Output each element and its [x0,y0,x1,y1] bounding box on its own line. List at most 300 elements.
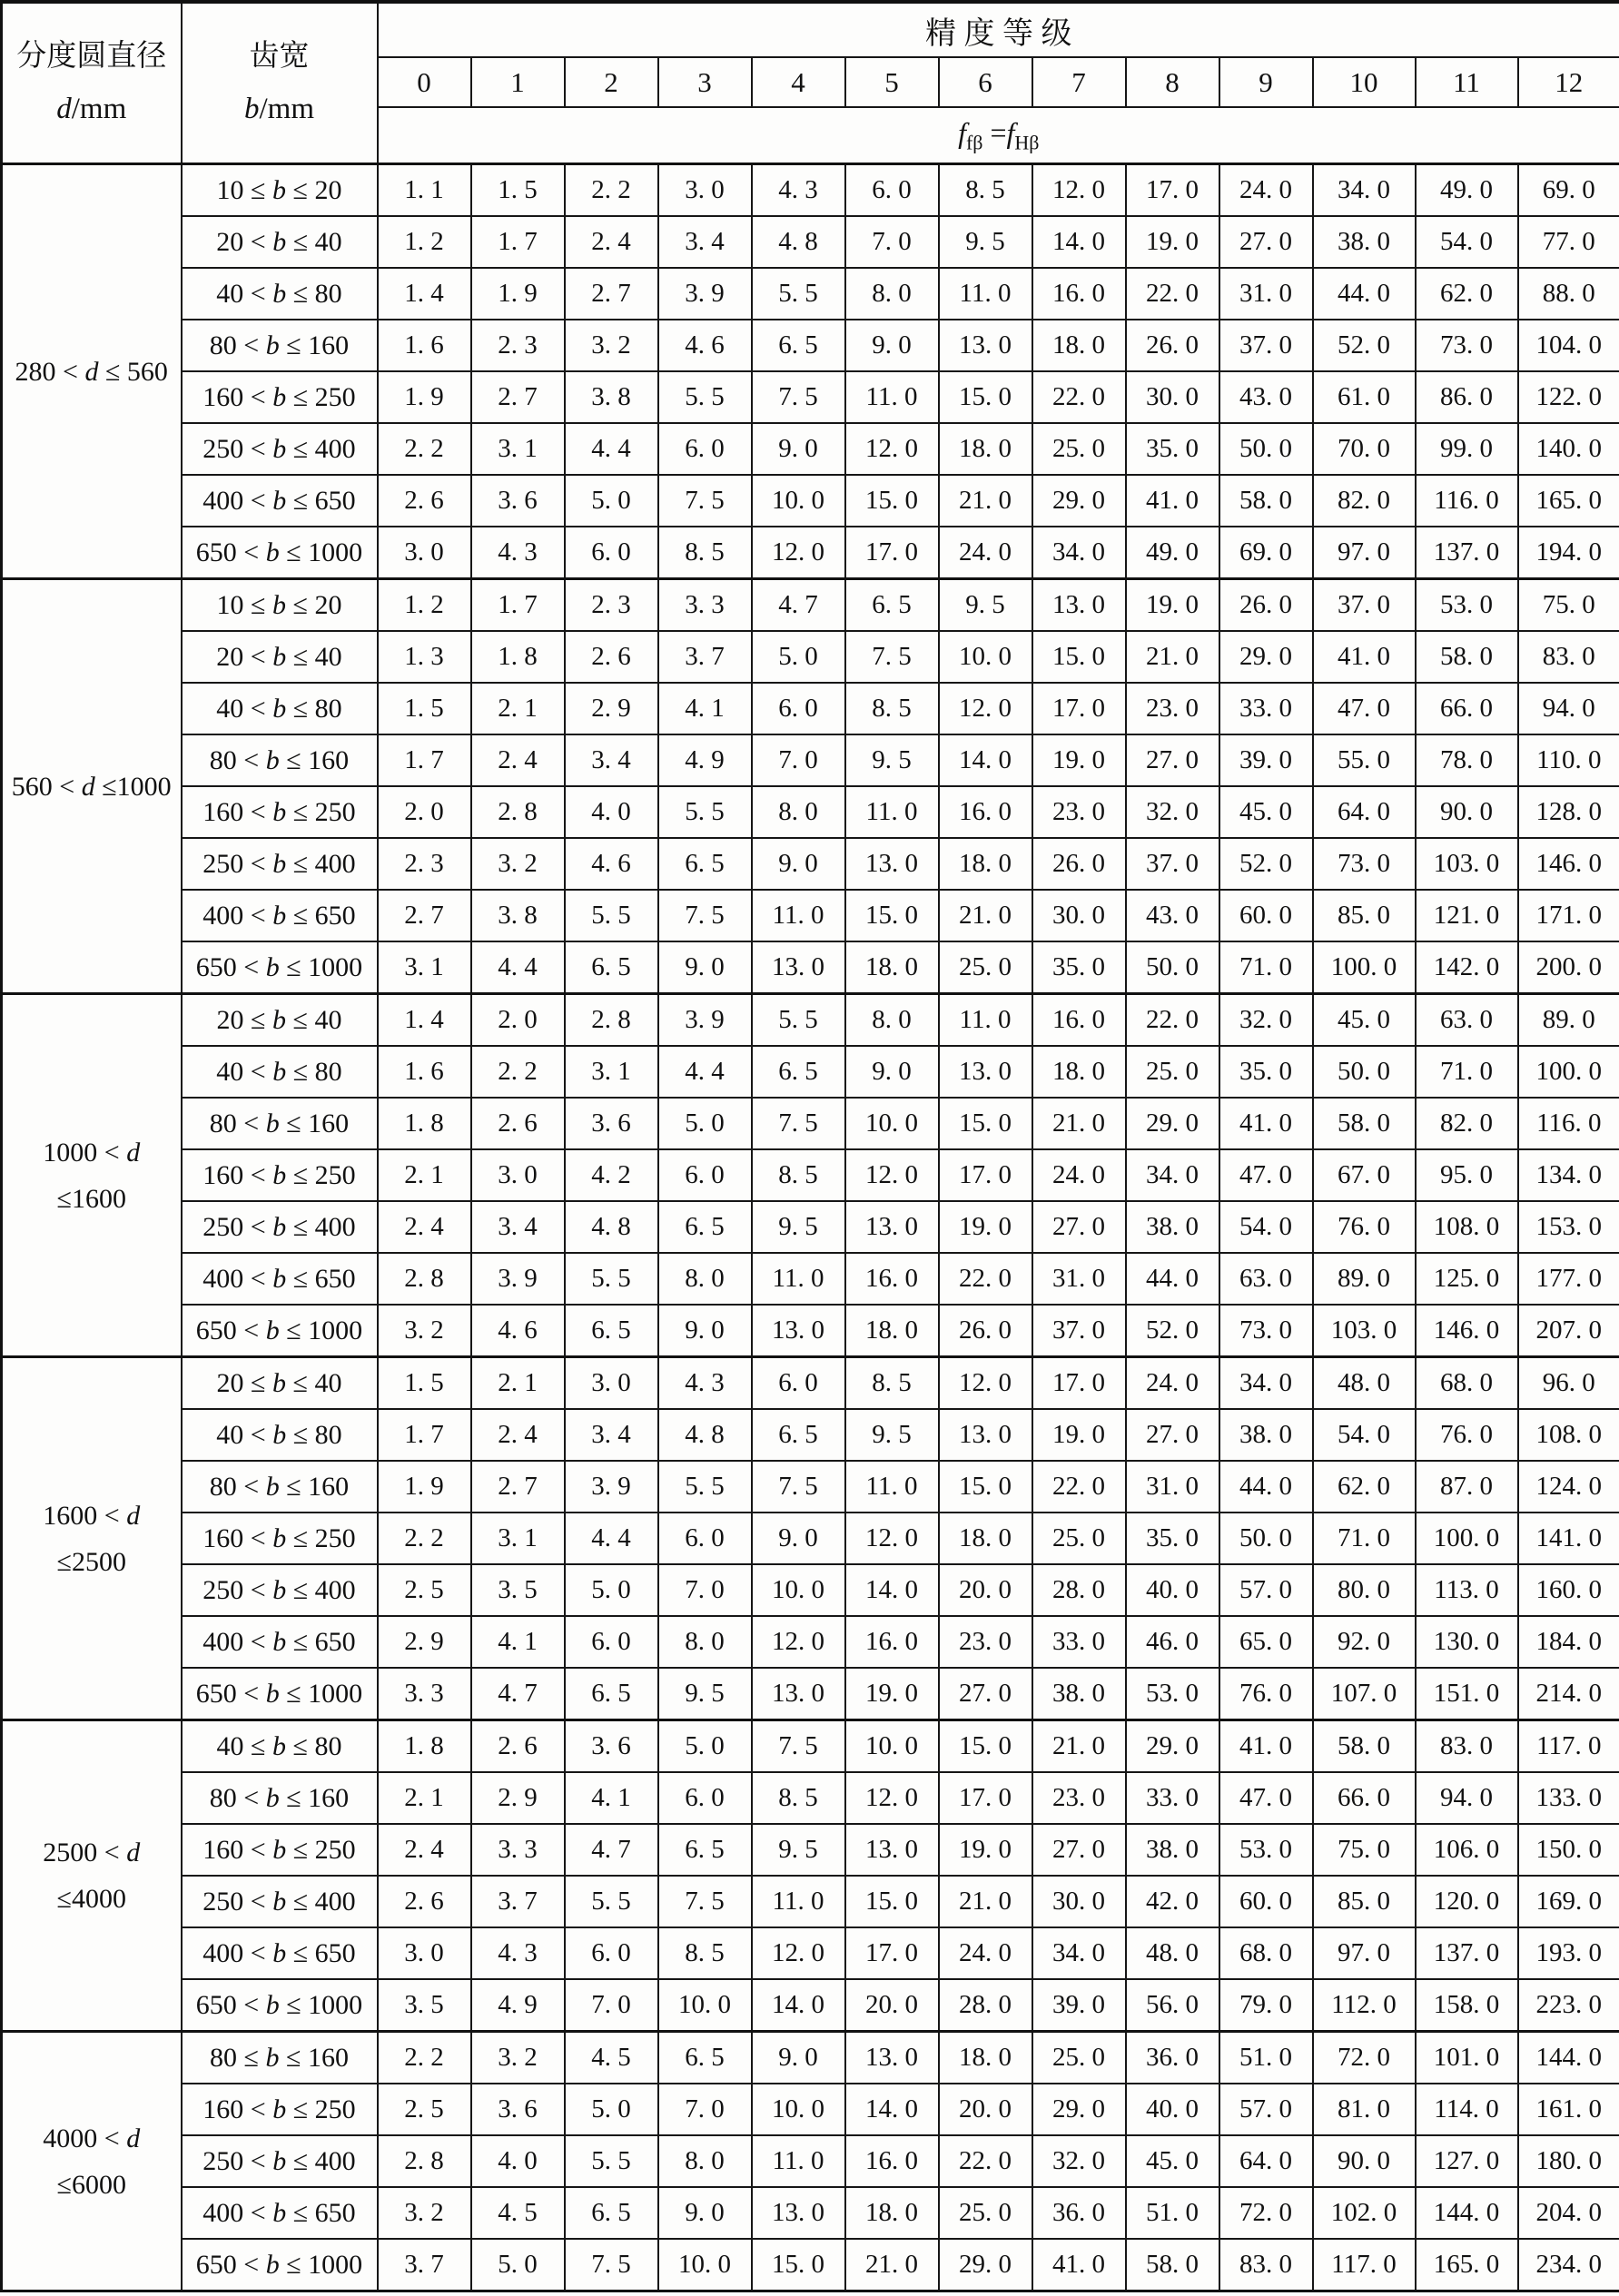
value-cell: 4. 6 [658,320,752,371]
value-cell: 137. 0 [1416,1927,1518,1979]
value-cell: 6. 5 [565,941,658,994]
table-row [2,164,1619,217]
value-cell: 80. 0 [1313,1564,1416,1616]
value-cell: 4. 4 [471,941,565,994]
value-cell: 75. 0 [1313,1824,1416,1876]
value-cell: 68. 0 [1416,1357,1518,1410]
value-cell: 2. 6 [471,1098,565,1149]
value-cell: 11. 0 [939,994,1032,1047]
value-cell: 83. 0 [1416,1720,1518,1773]
value-cell: 77. 0 [1518,216,1619,268]
value-cell: 2. 2 [471,1046,565,1098]
b-range-cell: 20 ≤ b ≤ 40 [182,1357,378,1410]
value-cell: 4. 0 [565,786,658,838]
table-row [2,994,1619,1047]
value-cell: 25. 0 [939,2187,1032,2239]
table-row [2,1461,1619,1513]
value-cell: 64. 0 [1219,2135,1313,2187]
value-cell: 13. 0 [939,320,1032,371]
value-cell: 6. 5 [658,1201,752,1253]
b-range-cell: 160 < b ≤ 250 [182,1149,378,1201]
b-range-cell: 40 ≤ b ≤ 80 [182,1720,378,1773]
value-cell: 5. 5 [565,1876,658,1927]
value-cell: 60. 0 [1219,890,1313,941]
value-cell: 120. 0 [1416,1876,1518,1927]
value-cell: 142. 0 [1416,941,1518,994]
value-cell: 2. 6 [378,1876,471,1927]
value-cell: 60. 0 [1219,1876,1313,1927]
d-range-cell: 560 < d ≤1000 [2,579,182,994]
value-cell: 71. 0 [1416,1046,1518,1098]
value-cell: 12. 0 [752,1616,845,1668]
value-cell: 2. 3 [471,320,565,371]
value-cell: 3. 0 [378,527,471,579]
table-row [2,2032,1619,2084]
table-row [2,1409,1619,1461]
value-cell: 6. 0 [565,527,658,579]
value-cell: 5. 5 [752,268,845,320]
value-cell: 3. 8 [471,890,565,941]
value-cell: 58. 0 [1219,475,1313,527]
value-cell: 12. 0 [939,683,1032,734]
value-cell: 53. 0 [1219,1824,1313,1876]
table-row [2,423,1619,475]
value-cell: 134. 0 [1518,1149,1619,1201]
b-range-cell: 160 < b ≤ 250 [182,1513,378,1564]
value-cell: 50. 0 [1126,941,1219,994]
value-cell: 2. 4 [471,1409,565,1461]
value-cell: 29. 0 [1219,631,1313,683]
value-cell: 18. 0 [939,2032,1032,2084]
value-cell: 106. 0 [1416,1824,1518,1876]
value-cell: 4. 3 [471,1927,565,1979]
value-cell: 26. 0 [1032,838,1126,890]
b-range-cell: 400 < b ≤ 650 [182,1616,378,1668]
value-cell: 34. 0 [1126,1149,1219,1201]
value-cell: 7. 0 [658,2084,752,2135]
value-cell: 45. 0 [1126,2135,1219,2187]
value-cell: 104. 0 [1518,320,1619,371]
value-cell: 13. 0 [939,1409,1032,1461]
value-cell: 13. 0 [1032,579,1126,632]
value-cell: 27. 0 [1032,1201,1126,1253]
value-cell: 25. 0 [1126,1046,1219,1098]
b-range-cell: 40 < b ≤ 80 [182,683,378,734]
value-cell: 41. 0 [1313,631,1416,683]
value-cell: 9. 0 [752,2032,845,2084]
value-cell: 3. 1 [471,423,565,475]
value-cell: 13. 0 [752,941,845,994]
value-cell: 51. 0 [1126,2187,1219,2239]
value-cell: 18. 0 [939,1513,1032,1564]
value-cell: 4. 9 [658,734,752,786]
value-cell: 160. 0 [1518,1564,1619,1616]
value-cell: 27. 0 [1032,1824,1126,1876]
value-cell: 9. 5 [845,1409,939,1461]
value-cell: 4. 8 [658,1409,752,1461]
value-cell: 8. 5 [845,683,939,734]
value-cell: 5. 5 [658,1461,752,1513]
b-range-cell: 80 < b ≤ 160 [182,1772,378,1824]
value-cell: 94. 0 [1416,1772,1518,1824]
b-range-cell: 160 < b ≤ 250 [182,1824,378,1876]
grade-col-1: 1 [471,57,565,107]
value-cell: 10. 0 [752,1564,845,1616]
value-cell: 9. 0 [845,320,939,371]
value-cell: 3. 5 [378,1979,471,2032]
value-cell: 3. 4 [471,1201,565,1253]
value-cell: 58. 0 [1126,2239,1219,2291]
value-cell: 65. 0 [1219,1616,1313,1668]
value-cell: 127. 0 [1416,2135,1518,2187]
value-cell: 12. 0 [845,1149,939,1201]
value-cell: 7. 5 [565,2239,658,2291]
value-cell: 19. 0 [939,1201,1032,1253]
value-cell: 112. 0 [1313,1979,1416,2032]
pitch-diameter-header [2,2,182,164]
value-cell: 78. 0 [1416,734,1518,786]
value-cell: 3. 2 [471,838,565,890]
value-cell: 19. 0 [1126,579,1219,632]
value-cell: 19. 0 [1126,216,1219,268]
value-cell: 22. 0 [1032,371,1126,423]
value-cell: 4. 8 [565,1201,658,1253]
value-cell: 10. 0 [752,475,845,527]
value-cell: 33. 0 [1219,683,1313,734]
value-cell: 6. 0 [565,1616,658,1668]
value-cell: 2. 7 [378,890,471,941]
value-cell: 5. 5 [752,994,845,1047]
table-row [2,1305,1619,1357]
value-cell: 8. 5 [939,164,1032,217]
b-range-cell: 400 < b ≤ 650 [182,475,378,527]
value-cell: 2. 2 [378,423,471,475]
value-cell: 1. 4 [378,268,471,320]
value-cell: 50. 0 [1313,1046,1416,1098]
value-cell: 124. 0 [1518,1461,1619,1513]
value-cell: 97. 0 [1313,1927,1416,1979]
value-cell: 13. 0 [752,1668,845,1720]
value-cell: 13. 0 [752,1305,845,1357]
value-cell: 16. 0 [845,1253,939,1305]
table-row [2,1357,1619,1410]
value-cell: 44. 0 [1313,268,1416,320]
value-cell: 15. 0 [752,2239,845,2291]
value-cell: 3. 9 [658,268,752,320]
value-cell: 1. 7 [378,1409,471,1461]
table-row [2,1979,1619,2032]
value-cell: 18. 0 [1032,1046,1126,1098]
value-cell: 144. 0 [1518,2032,1619,2084]
value-cell: 165. 0 [1518,475,1619,527]
value-cell: 3. 6 [471,2084,565,2135]
value-cell: 45. 0 [1313,994,1416,1047]
d-range-cell: 1000 < d ≤1600 [2,994,182,1357]
grade-col-7: 7 [1032,57,1126,107]
value-cell: 8. 5 [658,527,752,579]
value-cell: 30. 0 [1032,890,1126,941]
value-cell: 8. 5 [658,1927,752,1979]
value-cell: 3. 7 [658,631,752,683]
b-range-cell: 400 < b ≤ 650 [182,2187,378,2239]
b-range-cell: 400 < b ≤ 650 [182,1253,378,1305]
value-cell: 108. 0 [1518,1409,1619,1461]
value-cell: 11. 0 [939,268,1032,320]
value-cell: 27. 0 [939,1668,1032,1720]
value-cell: 1. 5 [471,164,565,217]
value-cell: 8. 0 [845,268,939,320]
value-cell: 63. 0 [1219,1253,1313,1305]
value-cell: 92. 0 [1313,1616,1416,1668]
value-cell: 1. 5 [378,683,471,734]
value-cell: 21. 0 [1032,1098,1126,1149]
b-range-cell: 20 < b ≤ 40 [182,216,378,268]
table-row [2,1824,1619,1876]
value-cell: 6. 5 [752,1046,845,1098]
grade-col-5: 5 [845,57,939,107]
value-cell: 8. 5 [752,1149,845,1201]
face-width-header [182,2,378,164]
value-cell: 6. 5 [565,1668,658,1720]
grade-col-10: 10 [1313,57,1416,107]
b-range-cell: 650 < b ≤ 1000 [182,941,378,994]
value-cell: 7. 5 [845,631,939,683]
value-cell: 2. 7 [471,1461,565,1513]
value-cell: 8. 5 [845,1357,939,1410]
value-cell: 24. 0 [939,527,1032,579]
b-range-cell: 250 < b ≤ 400 [182,838,378,890]
value-cell: 50. 0 [1219,1513,1313,1564]
value-cell: 9. 5 [845,734,939,786]
value-cell: 97. 0 [1313,527,1416,579]
value-cell: 5. 0 [565,2084,658,2135]
table-row [2,2187,1619,2239]
value-cell: 9. 5 [752,1824,845,1876]
b-range-cell: 40 < b ≤ 80 [182,1409,378,1461]
pitch-diameter-unit: d/mm [56,92,127,125]
value-cell: 1. 5 [378,1357,471,1410]
value-cell: 32. 0 [1032,2135,1126,2187]
value-cell: 4. 4 [565,1513,658,1564]
table-row [2,838,1619,890]
value-cell: 36. 0 [1032,2187,1126,2239]
value-cell: 3. 3 [471,1824,565,1876]
value-cell: 48. 0 [1126,1927,1219,1979]
value-cell: 39. 0 [1032,1979,1126,2032]
value-cell: 25. 0 [1032,423,1126,475]
b-range-cell: 650 < b ≤ 1000 [182,1668,378,1720]
value-cell: 3. 7 [471,1876,565,1927]
b-range-cell: 650 < b ≤ 1000 [182,1979,378,2032]
value-cell: 6. 5 [658,1824,752,1876]
value-cell: 86. 0 [1416,371,1518,423]
value-cell: 10. 0 [658,2239,752,2291]
table-row [2,371,1619,423]
value-cell: 76. 0 [1416,1409,1518,1461]
value-cell: 9. 5 [939,579,1032,632]
value-cell: 207. 0 [1518,1305,1619,1357]
value-cell: 16. 0 [845,1616,939,1668]
value-cell: 11. 0 [845,371,939,423]
table-row [2,1046,1619,1098]
value-cell: 2. 0 [471,994,565,1047]
table-row [2,1201,1619,1253]
value-cell: 7. 0 [565,1979,658,2032]
value-cell: 27. 0 [1126,734,1219,786]
value-cell: 177. 0 [1518,1253,1619,1305]
value-cell: 6. 0 [658,423,752,475]
value-cell: 21. 0 [939,890,1032,941]
value-cell: 3. 8 [565,371,658,423]
value-cell: 41. 0 [1219,1720,1313,1773]
value-cell: 144. 0 [1416,2187,1518,2239]
value-cell: 15. 0 [845,475,939,527]
value-cell: 19. 0 [1032,1409,1126,1461]
value-cell: 68. 0 [1219,1927,1313,1979]
accuracy-grade-header: 精 度 等 级 [378,2,1619,57]
value-cell: 6. 0 [845,164,939,217]
value-cell: 2. 1 [471,683,565,734]
value-cell: 6. 0 [752,683,845,734]
value-cell: 32. 0 [1219,994,1313,1047]
table-row [2,2239,1619,2291]
value-cell: 2. 1 [471,1357,565,1410]
value-cell: 2. 3 [565,579,658,632]
value-cell: 8. 0 [658,2135,752,2187]
value-cell: 52. 0 [1126,1305,1219,1357]
value-cell: 47. 0 [1313,683,1416,734]
value-cell: 4. 7 [565,1824,658,1876]
grade-col-11: 11 [1416,57,1518,107]
value-cell: 11. 0 [752,2135,845,2187]
value-cell: 165. 0 [1416,2239,1518,2291]
value-cell: 44. 0 [1126,1253,1219,1305]
b-range-cell: 250 < b ≤ 400 [182,423,378,475]
b-range-cell: 160 < b ≤ 250 [182,371,378,423]
table-row [2,1149,1619,1201]
value-cell: 37. 0 [1313,579,1416,632]
value-cell: 23. 0 [1032,786,1126,838]
value-cell: 81. 0 [1313,2084,1416,2135]
value-cell: 15. 0 [939,1098,1032,1149]
value-cell: 223. 0 [1518,1979,1619,2032]
value-cell: 29. 0 [939,2239,1032,2291]
b-range-cell: 80 ≤ b ≤ 160 [182,2032,378,2084]
value-cell: 87. 0 [1416,1461,1518,1513]
value-cell: 57. 0 [1219,2084,1313,2135]
value-cell: 9. 0 [752,423,845,475]
value-cell: 107. 0 [1313,1668,1416,1720]
value-cell: 8. 5 [752,1772,845,1824]
value-cell: 2. 6 [378,475,471,527]
value-cell: 5. 5 [658,786,752,838]
value-cell: 13. 0 [939,1046,1032,1098]
value-cell: 11. 0 [845,1461,939,1513]
d-range-cell: 2500 < d ≤4000 [2,1720,182,2032]
value-cell: 29. 0 [1126,1720,1219,1773]
value-cell: 234. 0 [1518,2239,1619,2291]
value-cell: 2. 8 [471,786,565,838]
value-cell: 3. 6 [565,1720,658,1773]
pitch-diameter-title: 分度圆直径 [16,39,167,73]
value-cell: 15. 0 [1032,631,1126,683]
value-cell: 3. 2 [378,2187,471,2239]
value-cell: 2. 8 [378,1253,471,1305]
value-cell: 46. 0 [1126,1616,1219,1668]
value-cell: 2. 2 [378,1513,471,1564]
value-cell: 31. 0 [1219,268,1313,320]
value-cell: 2. 9 [565,683,658,734]
b-range-cell: 400 < b ≤ 650 [182,890,378,941]
value-cell: 7. 0 [752,734,845,786]
value-cell: 3. 9 [565,1461,658,1513]
value-cell: 121. 0 [1416,890,1518,941]
value-cell: 4. 4 [565,423,658,475]
value-cell: 5. 0 [565,475,658,527]
value-cell: 14. 0 [752,1979,845,2032]
value-cell: 9. 5 [752,1201,845,1253]
value-cell: 19. 0 [939,1824,1032,1876]
value-cell: 7. 0 [845,216,939,268]
value-cell: 18. 0 [845,2187,939,2239]
value-cell: 122. 0 [1518,371,1619,423]
table-row [2,734,1619,786]
value-cell: 79. 0 [1219,1979,1313,2032]
value-cell: 1. 2 [378,579,471,632]
value-cell: 6. 5 [658,2032,752,2084]
value-cell: 2. 7 [471,371,565,423]
value-cell: 82. 0 [1313,475,1416,527]
value-cell: 71. 0 [1313,1513,1416,1564]
value-cell: 6. 5 [565,2187,658,2239]
value-cell: 7. 5 [752,1720,845,1773]
value-cell: 24. 0 [1032,1149,1126,1201]
value-cell: 9. 0 [752,1513,845,1564]
value-cell: 31. 0 [1126,1461,1219,1513]
value-cell: 21. 0 [1126,631,1219,683]
value-cell: 83. 0 [1518,631,1619,683]
value-cell: 12. 0 [845,423,939,475]
value-cell: 18. 0 [845,941,939,994]
value-cell: 1. 9 [471,268,565,320]
value-cell: 9. 5 [939,216,1032,268]
value-cell: 102. 0 [1313,2187,1416,2239]
value-cell: 11. 0 [752,1876,845,1927]
value-cell: 64. 0 [1313,786,1416,838]
value-cell: 90. 0 [1416,786,1518,838]
value-cell: 184. 0 [1518,1616,1619,1668]
table-row [2,683,1619,734]
value-cell: 2. 4 [565,216,658,268]
value-cell: 3. 2 [378,1305,471,1357]
value-cell: 96. 0 [1518,1357,1619,1410]
value-cell: 54. 0 [1219,1201,1313,1253]
value-cell: 71. 0 [1219,941,1313,994]
value-cell: 34. 0 [1313,164,1416,217]
value-cell: 14. 0 [939,734,1032,786]
value-cell: 3. 5 [471,1564,565,1616]
value-cell: 4. 3 [752,164,845,217]
value-cell: 141. 0 [1518,1513,1619,1564]
value-cell: 17. 0 [1032,683,1126,734]
value-cell: 88. 0 [1518,268,1619,320]
value-cell: 18. 0 [845,1305,939,1357]
value-cell: 23. 0 [1032,1772,1126,1824]
value-cell: 29. 0 [1032,2084,1126,2135]
value-cell: 14. 0 [845,2084,939,2135]
value-cell: 38. 0 [1126,1201,1219,1253]
b-range-cell: 250 < b ≤ 400 [182,1201,378,1253]
